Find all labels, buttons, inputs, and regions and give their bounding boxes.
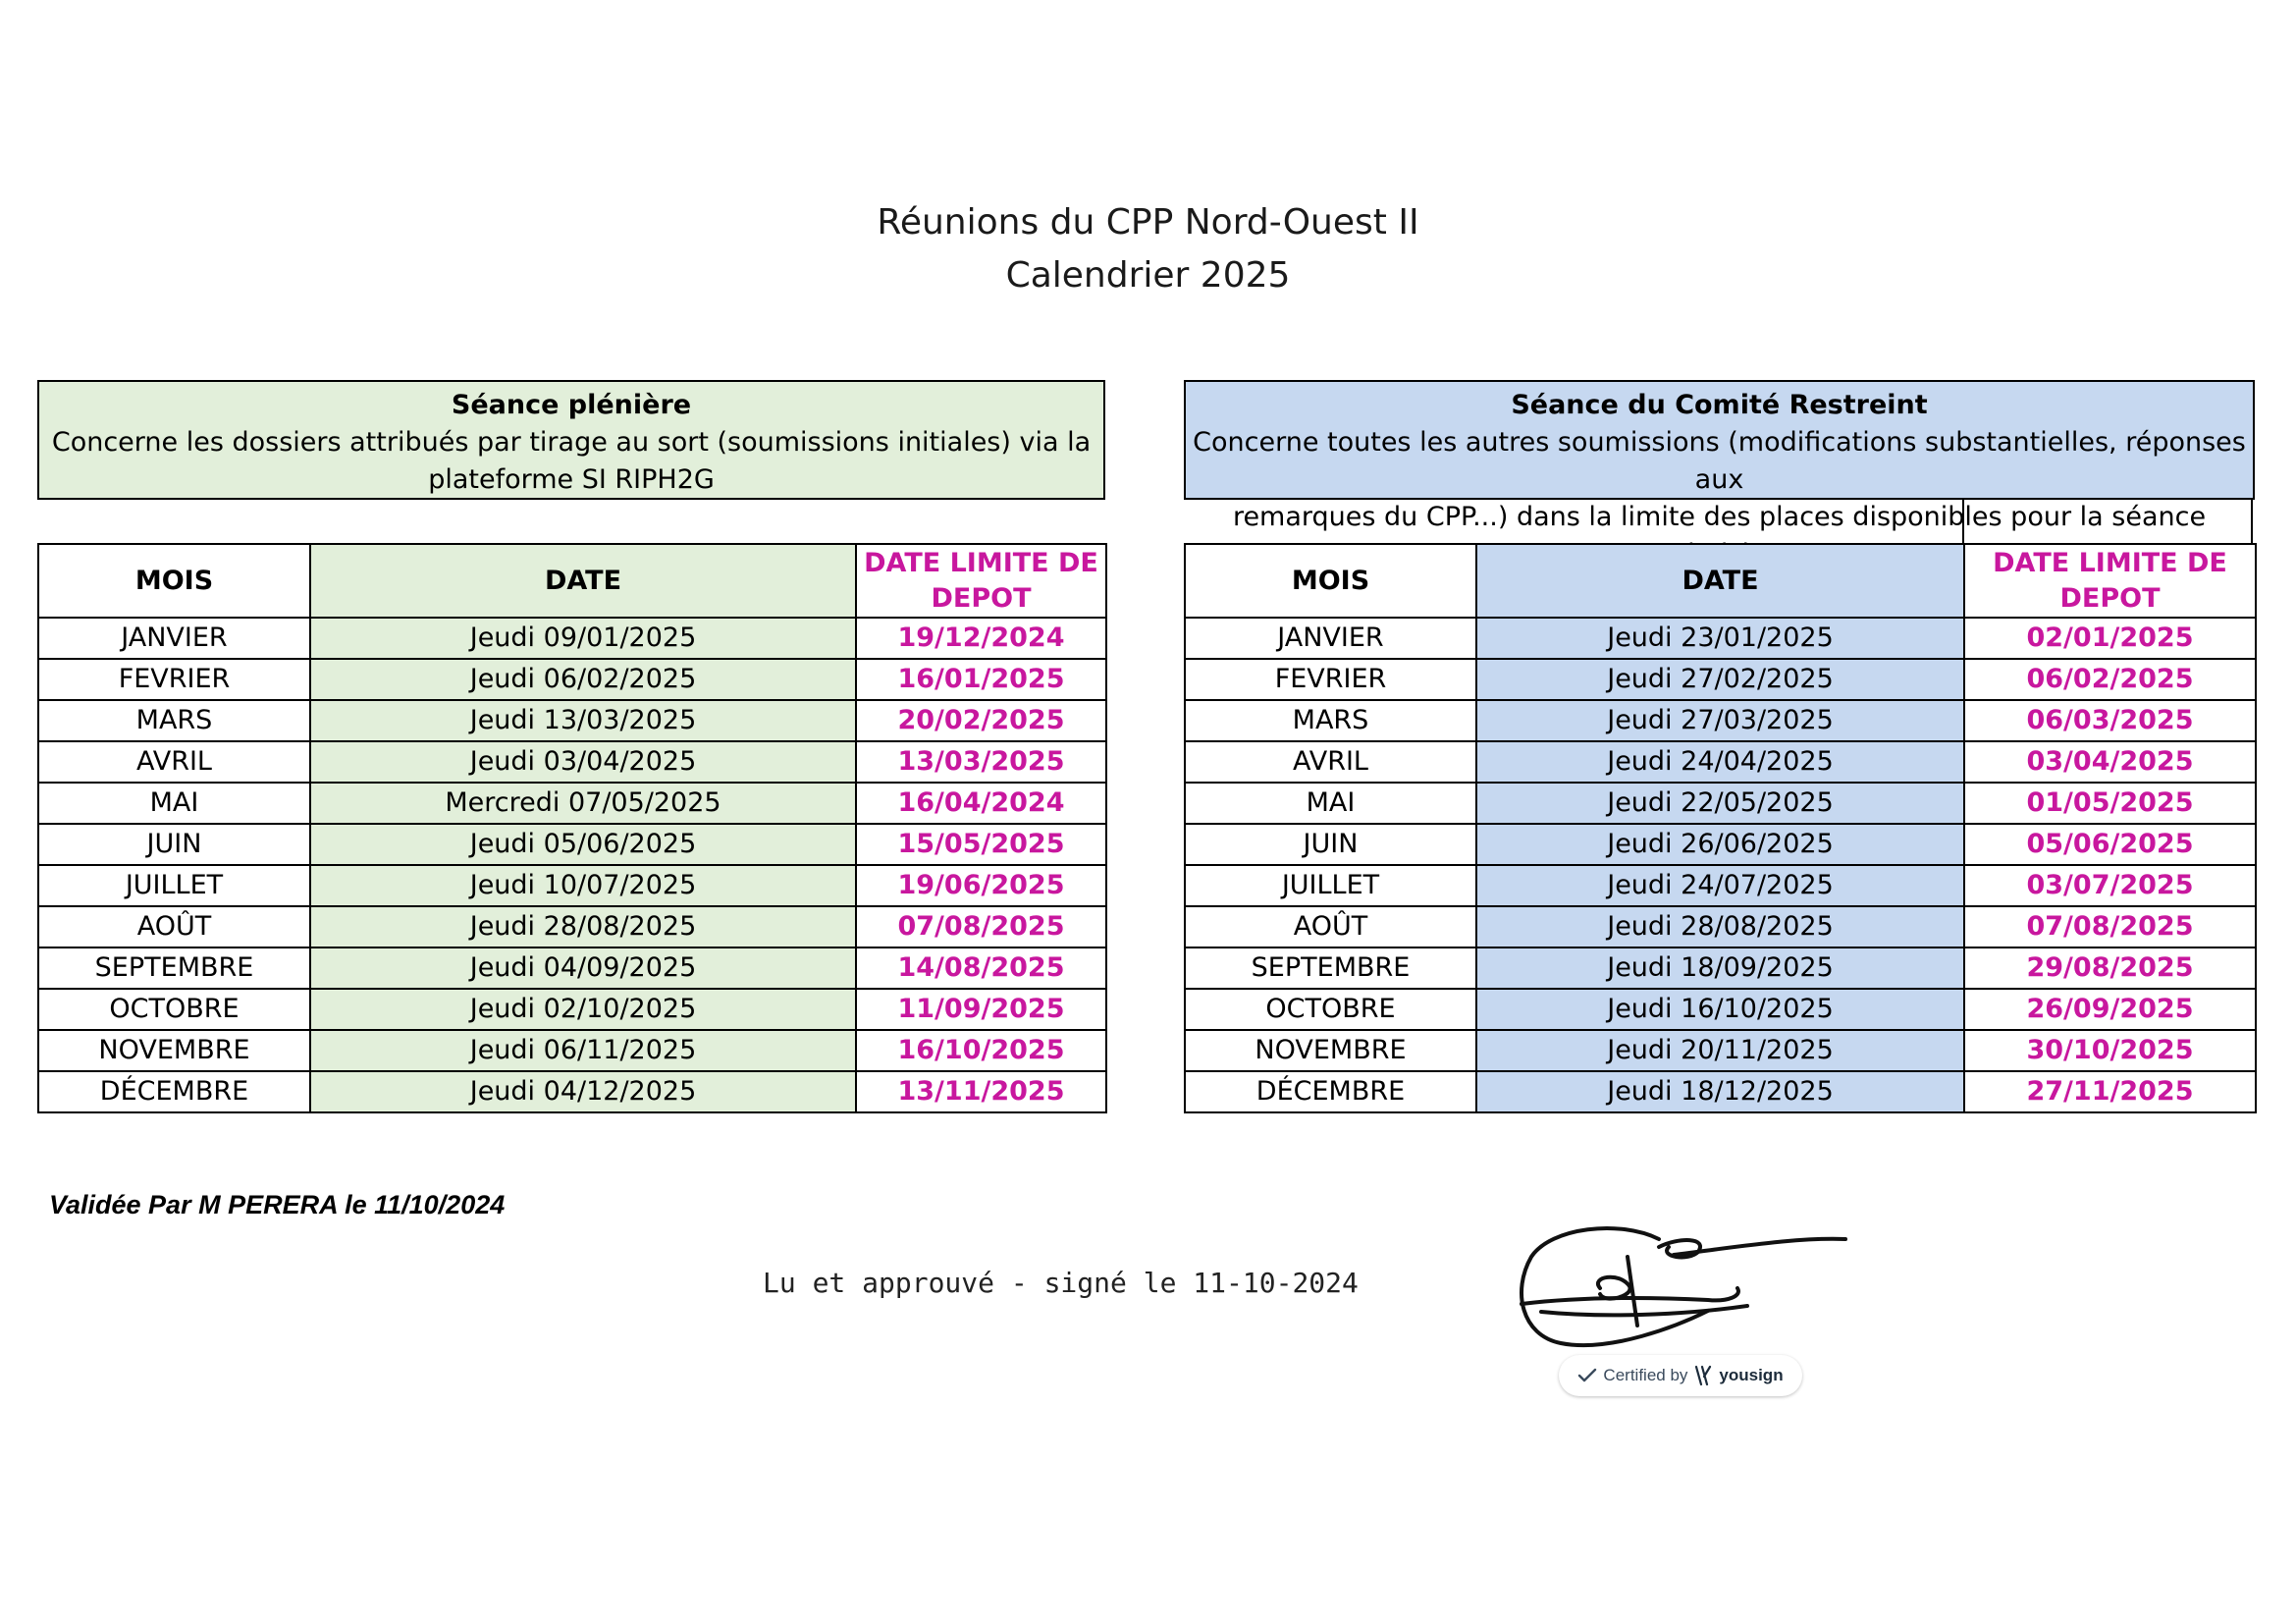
month-cell: JUILLET bbox=[1185, 865, 1476, 906]
date-cell: Jeudi 05/06/2025 bbox=[310, 824, 856, 865]
restricted-header-title: Séance du Comité Restreint bbox=[1511, 390, 1928, 420]
table-row bbox=[1185, 824, 2256, 865]
month-cell: AVRIL bbox=[38, 741, 310, 783]
table-row bbox=[1185, 659, 2256, 700]
yousign-logo-icon bbox=[1693, 1365, 1713, 1386]
month-cell: JUILLET bbox=[38, 865, 310, 906]
deadline-cell: 16/04/2024 bbox=[856, 783, 1106, 824]
table-row bbox=[1185, 700, 2256, 741]
date-cell: Jeudi 24/04/2025 bbox=[1476, 741, 1964, 783]
month-cell: SEPTEMBRE bbox=[38, 947, 310, 989]
column-header-date: DATE bbox=[1476, 544, 1964, 618]
date-cell: Jeudi 13/03/2025 bbox=[310, 700, 856, 741]
month-cell: MARS bbox=[1185, 700, 1476, 741]
table-row bbox=[38, 947, 1106, 989]
date-cell: Jeudi 10/07/2025 bbox=[310, 865, 856, 906]
date-cell: Jeudi 26/06/2025 bbox=[1476, 824, 1964, 865]
deadline-cell: 01/05/2025 bbox=[1964, 783, 2256, 824]
date-cell: Jeudi 02/10/2025 bbox=[310, 989, 856, 1030]
date-cell: Jeudi 23/01/2025 bbox=[1476, 618, 1964, 659]
table-row bbox=[1185, 1071, 2256, 1112]
table-row bbox=[38, 824, 1106, 865]
date-cell: Jeudi 09/01/2025 bbox=[310, 618, 856, 659]
table-row bbox=[38, 1030, 1106, 1071]
month-cell: SEPTEMBRE bbox=[1185, 947, 1476, 989]
date-cell: Jeudi 16/10/2025 bbox=[1476, 989, 1964, 1030]
date-cell: Jeudi 18/09/2025 bbox=[1476, 947, 1964, 989]
column-header-deadline bbox=[856, 544, 1106, 618]
table-row bbox=[38, 659, 1106, 700]
title-line-2: Calendrier 2025 bbox=[1005, 255, 1291, 296]
table-row bbox=[38, 1071, 1106, 1112]
column-header-date: DATE bbox=[310, 544, 856, 618]
month-cell: DÉCEMBRE bbox=[1185, 1071, 1476, 1112]
table-row bbox=[1185, 989, 2256, 1030]
document-title bbox=[0, 196, 2296, 302]
deadline-cell: 11/09/2025 bbox=[856, 989, 1106, 1030]
deadline-cell: 15/05/2025 bbox=[856, 824, 1106, 865]
table-row bbox=[38, 783, 1106, 824]
deadline-cell: 02/01/2025 bbox=[1964, 618, 2256, 659]
month-cell: FEVRIER bbox=[1185, 659, 1476, 700]
date-cell: Jeudi 20/11/2025 bbox=[1476, 1030, 1964, 1071]
deadline-cell: 13/03/2025 bbox=[856, 741, 1106, 783]
deadline-cell: 16/01/2025 bbox=[856, 659, 1106, 700]
date-cell: Jeudi 18/12/2025 bbox=[1476, 1071, 1964, 1112]
table-row bbox=[1185, 865, 2256, 906]
month-cell: JUIN bbox=[1185, 824, 1476, 865]
deadline-cell: 16/10/2025 bbox=[856, 1030, 1106, 1071]
deadline-cell: 19/12/2024 bbox=[856, 618, 1106, 659]
header-connector bbox=[1962, 499, 2253, 544]
table-row bbox=[1185, 1030, 2256, 1071]
title-line-1: Réunions du CPP Nord-Ouest II bbox=[877, 202, 1419, 243]
date-cell: Jeudi 04/12/2025 bbox=[310, 1071, 856, 1112]
restricted-header-desc-1: Concerne toutes les autres soumissions (modifications substantielles, réponses aux bbox=[1193, 427, 2246, 495]
plenary-header-title: Séance plénière bbox=[451, 390, 692, 420]
month-cell: MAI bbox=[38, 783, 310, 824]
plenary-header bbox=[37, 380, 1105, 500]
date-cell: Mercredi 07/05/2025 bbox=[310, 783, 856, 824]
deadline-cell: 06/02/2025 bbox=[1964, 659, 2256, 700]
date-cell: Jeudi 04/09/2025 bbox=[310, 947, 856, 989]
approval-statement: Lu et approuvé - signé le 11-10-2024 bbox=[763, 1267, 1359, 1299]
month-cell: AOÛT bbox=[38, 906, 310, 947]
month-cell: MARS bbox=[38, 700, 310, 741]
month-cell: JUIN bbox=[38, 824, 310, 865]
plenary-header-desc-1: Concerne les dossiers attribués par tirage au sort (soumissions initiales) via la bbox=[51, 427, 1092, 458]
restricted-table-body bbox=[1185, 618, 2256, 1112]
deadline-cell: 19/06/2025 bbox=[856, 865, 1106, 906]
month-cell: FEVRIER bbox=[38, 659, 310, 700]
month-cell: NOVEMBRE bbox=[38, 1030, 310, 1071]
deadline-cell: 30/10/2025 bbox=[1964, 1030, 2256, 1071]
date-cell: Jeudi 27/02/2025 bbox=[1476, 659, 1964, 700]
table-row bbox=[38, 741, 1106, 783]
date-cell: Jeudi 24/07/2025 bbox=[1476, 865, 1964, 906]
month-cell: OCTOBRE bbox=[1185, 989, 1476, 1030]
column-header-month: MOIS bbox=[38, 544, 310, 618]
checkmark-icon bbox=[1577, 1368, 1597, 1383]
plenary-table-body bbox=[38, 618, 1106, 1112]
validation-note: Validée Par M PERERA le 11/10/2024 bbox=[49, 1190, 506, 1219]
handwritten-signature bbox=[1512, 1218, 1865, 1355]
month-cell: DÉCEMBRE bbox=[38, 1071, 310, 1112]
column-header-deadline-line-1: DATE LIMITE DE bbox=[864, 547, 1098, 578]
table-header-row bbox=[38, 544, 1106, 618]
date-cell: Jeudi 03/04/2025 bbox=[310, 741, 856, 783]
certified-label: Certified by bbox=[1603, 1366, 1688, 1384]
column-header-deadline-line-2: DEPOT bbox=[931, 582, 1032, 614]
deadline-cell: 26/09/2025 bbox=[1964, 989, 2256, 1030]
deadline-cell: 29/08/2025 bbox=[1964, 947, 2256, 989]
table-row bbox=[38, 865, 1106, 906]
deadline-cell: 03/04/2025 bbox=[1964, 741, 2256, 783]
table-row bbox=[1185, 906, 2256, 947]
column-header-deadline bbox=[1964, 544, 2256, 618]
date-cell: Jeudi 06/11/2025 bbox=[310, 1030, 856, 1071]
table-row bbox=[1185, 783, 2256, 824]
deadline-cell: 14/08/2025 bbox=[856, 947, 1106, 989]
deadline-cell: 06/03/2025 bbox=[1964, 700, 2256, 741]
table-row bbox=[38, 618, 1106, 659]
table-header-row bbox=[1185, 544, 2256, 618]
deadline-cell: 20/02/2025 bbox=[856, 700, 1106, 741]
date-cell: Jeudi 27/03/2025 bbox=[1476, 700, 1964, 741]
table-row bbox=[38, 906, 1106, 947]
deadline-cell: 07/08/2025 bbox=[1964, 906, 2256, 947]
table-row bbox=[38, 989, 1106, 1030]
month-cell: AVRIL bbox=[1185, 741, 1476, 783]
date-cell: Jeudi 06/02/2025 bbox=[310, 659, 856, 700]
table-row bbox=[1185, 618, 2256, 659]
deadline-cell: 13/11/2025 bbox=[856, 1071, 1106, 1112]
table-row bbox=[38, 700, 1106, 741]
column-header-deadline-line-1: DATE LIMITE DE bbox=[1993, 547, 2227, 578]
plenary-header-desc-2: plateforme SI RIPH2G bbox=[428, 464, 715, 495]
month-cell: MAI bbox=[1185, 783, 1476, 824]
month-cell: OCTOBRE bbox=[38, 989, 310, 1030]
month-cell: JANVIER bbox=[38, 618, 310, 659]
plenary-calendar-table bbox=[37, 543, 1107, 1113]
restricted-header-desc-2: remarques du CPP...) dans la limite des places disponibles pour la séance bbox=[1232, 502, 2207, 532]
column-header-month: MOIS bbox=[1185, 544, 1476, 618]
column-header-deadline-line-2: DEPOT bbox=[2059, 582, 2161, 614]
certified-badge bbox=[1559, 1355, 1802, 1396]
restricted-header bbox=[1184, 380, 2255, 532]
month-cell: JANVIER bbox=[1185, 618, 1476, 659]
month-cell: AOÛT bbox=[1185, 906, 1476, 947]
deadline-cell: 05/06/2025 bbox=[1964, 824, 2256, 865]
table-row bbox=[1185, 741, 2256, 783]
month-cell: NOVEMBRE bbox=[1185, 1030, 1476, 1071]
table-row bbox=[1185, 947, 2256, 989]
date-cell: Jeudi 28/08/2025 bbox=[310, 906, 856, 947]
date-cell: Jeudi 28/08/2025 bbox=[1476, 906, 1964, 947]
certified-brand: yousign bbox=[1719, 1366, 1784, 1384]
restricted-calendar-table bbox=[1184, 543, 2257, 1113]
deadline-cell: 27/11/2025 bbox=[1964, 1071, 2256, 1112]
date-cell: Jeudi 22/05/2025 bbox=[1476, 783, 1964, 824]
deadline-cell: 07/08/2025 bbox=[856, 906, 1106, 947]
deadline-cell: 03/07/2025 bbox=[1964, 865, 2256, 906]
